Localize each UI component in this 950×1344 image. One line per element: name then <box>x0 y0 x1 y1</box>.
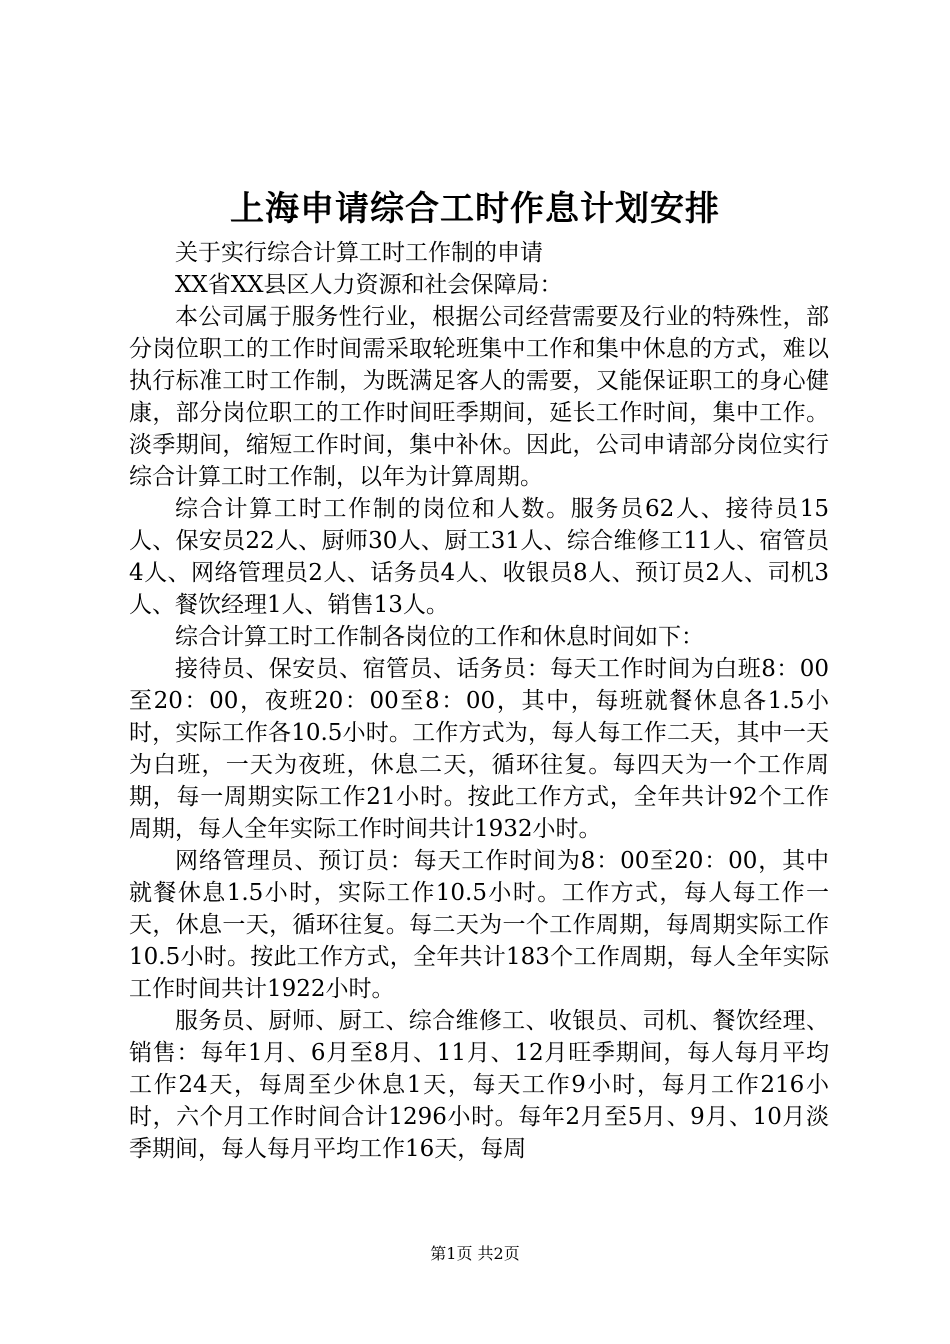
document-title: 上海申请综合工时作息计划安排 <box>230 189 720 229</box>
paragraph-addressee: XX省XX县区人力资源和社会保障局： <box>175 272 563 298</box>
paragraph-background: 本公司属于服务性行业，根据公司经营需要及行业的特殊性，部分岗位职工的工作时间需采取轮班集中工作和集中休息的方式，难以执行标准工时工作制，为既满足客人的需要，又能保证职工的身心健康，部分岗位职工的工作时间旺季期间，延长工作时间，集中工作。淡季期间，缩短工作时间，集中补休。因此，公司申请部分岗位实行综合计算工时工作制，以年为计算周期。 <box>129 304 829 490</box>
paragraph-schedule-intro: 综合计算工时工作制各岗位的工作和休息时间如下： <box>175 624 704 650</box>
paragraph-positions-headcount: 综合计算工时工作制的岗位和人数。服务员62人、接待员15人、保安员22人、厨师30人、厨工31人、综合维修工11人、宿管员4人、网络管理员2人、话务员4人、收银员8人、预订员2人、司机3人、餐饮经理1人、销售13人。 <box>129 496 829 618</box>
page-footer: 第1页 共2页 <box>430 1244 520 1263</box>
paragraph-application-heading: 关于实行综合计算工时工作制的申请 <box>175 240 543 266</box>
paragraph-reception-security-schedule: 接待员、保安员、宿管员、话务员：每天工作时间为白班8：00至20：00，夜班20：00至8：00，其中，每班就餐休息各1.5小时，实际工作各10.5小时。工作方式为，每人每工作二天，其中一天为白班，一天为夜班，休息二天，循环往复。每四天为一个工作周期，每一周期实际工作21小时。按此工作方式，全年共计92个工作周期，每人全年实际工作时间共计1932小时。 <box>129 656 829 842</box>
paragraph-service-staff-schedule: 服务员、厨师、厨工、综合维修工、收银员、司机、餐饮经理、销售：每年1月、6月至8月、11月、12月旺季期间，每人每月平均工作24天，每周至少休息1天，每天工作9小时，每月工作216小时，六个月工作时间合计1296小时。每年2月至5月、9月、10月淡季期间，每人每月平均工作16天，每周 <box>129 1008 829 1162</box>
document-body <box>129 237 829 1165</box>
paragraph-network-booking-schedule: 网络管理员、预订员：每天工作时间为8：00至20：00，其中就餐休息1.5小时，实际工作10.5小时。工作方式，每人每工作一天，休息一天，循环往复。每二天为一个工作周期，每周期实际工作10.5小时。按此工作方式，全年共计183个工作周期，每人全年实际工作时间共计1922小时。 <box>129 848 829 1002</box>
